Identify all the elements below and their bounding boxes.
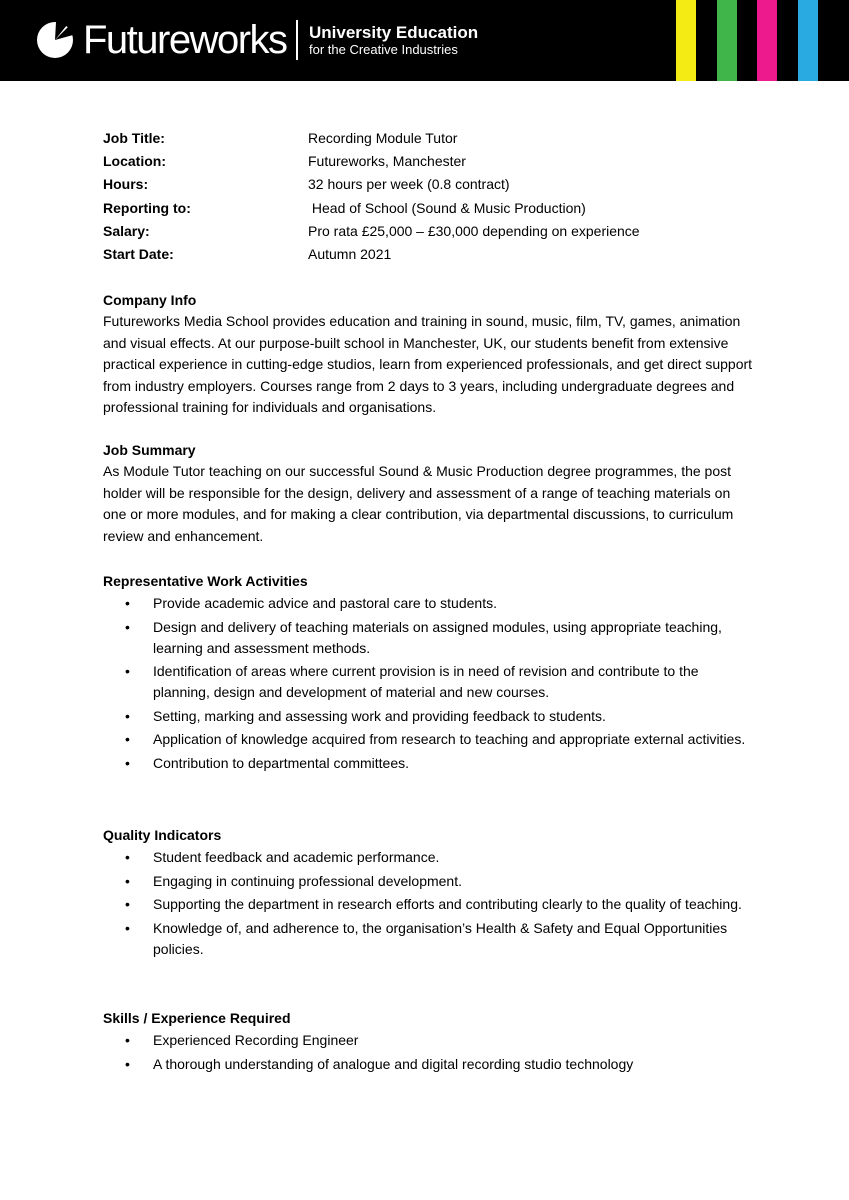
job-info-value: Futureworks, Manchester [308,153,466,170]
job-info-label: Job Title: [103,130,165,146]
list-item-text: Provide academic advice and pastoral care to students. [153,595,497,611]
futureworks-logo-icon [36,21,74,59]
quality-indicators-section [103,825,753,962]
job-info-value: Pro rata £25,000 – £30,000 depending on experience [308,222,640,239]
section-heading: Skills / Experience Required [103,1010,291,1026]
skills-list [103,1030,753,1075]
bullet-icon: • [125,849,130,865]
job-summary-text: As Module Tutor teaching on our successful Sound & Music Production degree programmes, the post holder will be responsible for the design, delivery and assessment of a range of teaching materials on one or more modules, and for making a clear contribution, via departmental discussions, to curriculum review and enhancement. [103,463,734,544]
quality-indicators-list [103,847,753,960]
list-item-text: A thorough understanding of analogue and digital recording studio technology [153,1055,634,1072]
job-info-label: Start Date: [103,245,174,262]
job-info-label: Location: [103,153,166,170]
list-item [103,918,753,960]
color-stripe-pink [757,0,777,81]
bullet-icon: • [125,896,130,912]
job-info-label: Salary: [103,222,150,239]
list-item-text: Setting, marking and assessing work and providing feedback to students. [153,707,606,724]
job-info-label: Reporting to: [103,199,191,216]
list-item-text: Experienced Recording Engineer [153,1032,359,1048]
list-item [103,729,753,750]
bullet-icon: • [125,663,130,679]
list-item-text: Contribution to departmental committees. [153,754,410,771]
section-heading: Company Info [103,292,197,308]
list-item [103,593,753,614]
list-item [103,847,753,868]
color-stripe-blue [798,0,818,81]
list-item [103,706,753,727]
company-info-section [103,290,753,419]
tagline-line-2: for the Creative Industries [309,42,458,57]
color-stripe-yellow [676,0,696,81]
list-item-text: Application of knowledge acquired from research to teaching and appropriate external activities. [153,731,746,747]
bullet-icon: • [125,754,130,771]
section-heading: Job Summary [103,442,196,458]
job-info-value: Head of School (Sound & Music Production) [308,199,586,216]
list-item [103,894,753,915]
list-item [103,661,753,703]
bullet-icon: • [125,1055,130,1072]
bullet-icon: • [125,731,130,747]
list-item-text: Engaging in continuing professional development. [153,872,462,889]
brand-name: Futureworks [83,18,287,62]
section-heading: Representative Work Activities [103,573,308,589]
bullet-icon: • [125,919,130,936]
list-item-text: Knowledge of, and adherence to, the organisation’s Health & Safety and Equal Opportunities policies. [153,919,728,957]
list-item [103,753,753,774]
bullet-icon: • [125,872,130,889]
bullet-icon: • [125,707,130,724]
job-summary-section [103,440,753,547]
tagline-line-1: University Education [309,23,479,42]
job-info-label: Hours: [103,176,149,193]
list-item-text: Student feedback and academic performance. [153,849,440,865]
list-item-text: Identification of areas where current provision is in need of revision and contribute to the planning, design and development of material and new courses. [153,663,699,700]
job-info-value: 32 hours per week (0.8 contract) [308,176,510,193]
list-item [103,871,753,892]
bullet-icon: • [125,595,130,611]
bullet-icon: • [125,1032,130,1048]
job-info-value: Autumn 2021 [308,245,392,262]
brand-divider [296,20,298,60]
list-item-text: Supporting the department in research efforts and contributing clearly to the quality of teaching. [153,896,742,912]
list-item [103,1054,753,1075]
bullet-icon: • [125,618,130,635]
list-item [103,617,753,659]
work-activities-list [103,593,753,774]
color-stripe-green [717,0,737,81]
page-header [0,0,849,81]
list-item [103,1030,753,1051]
skills-section [103,1008,753,1077]
job-info-value: Recording Module Tutor [308,130,458,146]
work-activities-section [103,571,753,776]
section-heading: Quality Indicators [103,827,222,843]
company-info-text: Futureworks Media School provides education and training in sound, music, film, TV, games, animation and visual effects. At our purpose-built school in Manchester, UK, our students benefit from extensive practical experience in cutting-edge studios, learn from experienced professionals, and get direct support from industry employers. Courses range from 2 days to 3 years, including undergraduate degrees and professional training for individuals and organisations. [103,313,753,416]
list-item-text: Design and delivery of teaching materials on assigned modules, using appropriate teaching, learning and assessment methods. [153,618,722,656]
